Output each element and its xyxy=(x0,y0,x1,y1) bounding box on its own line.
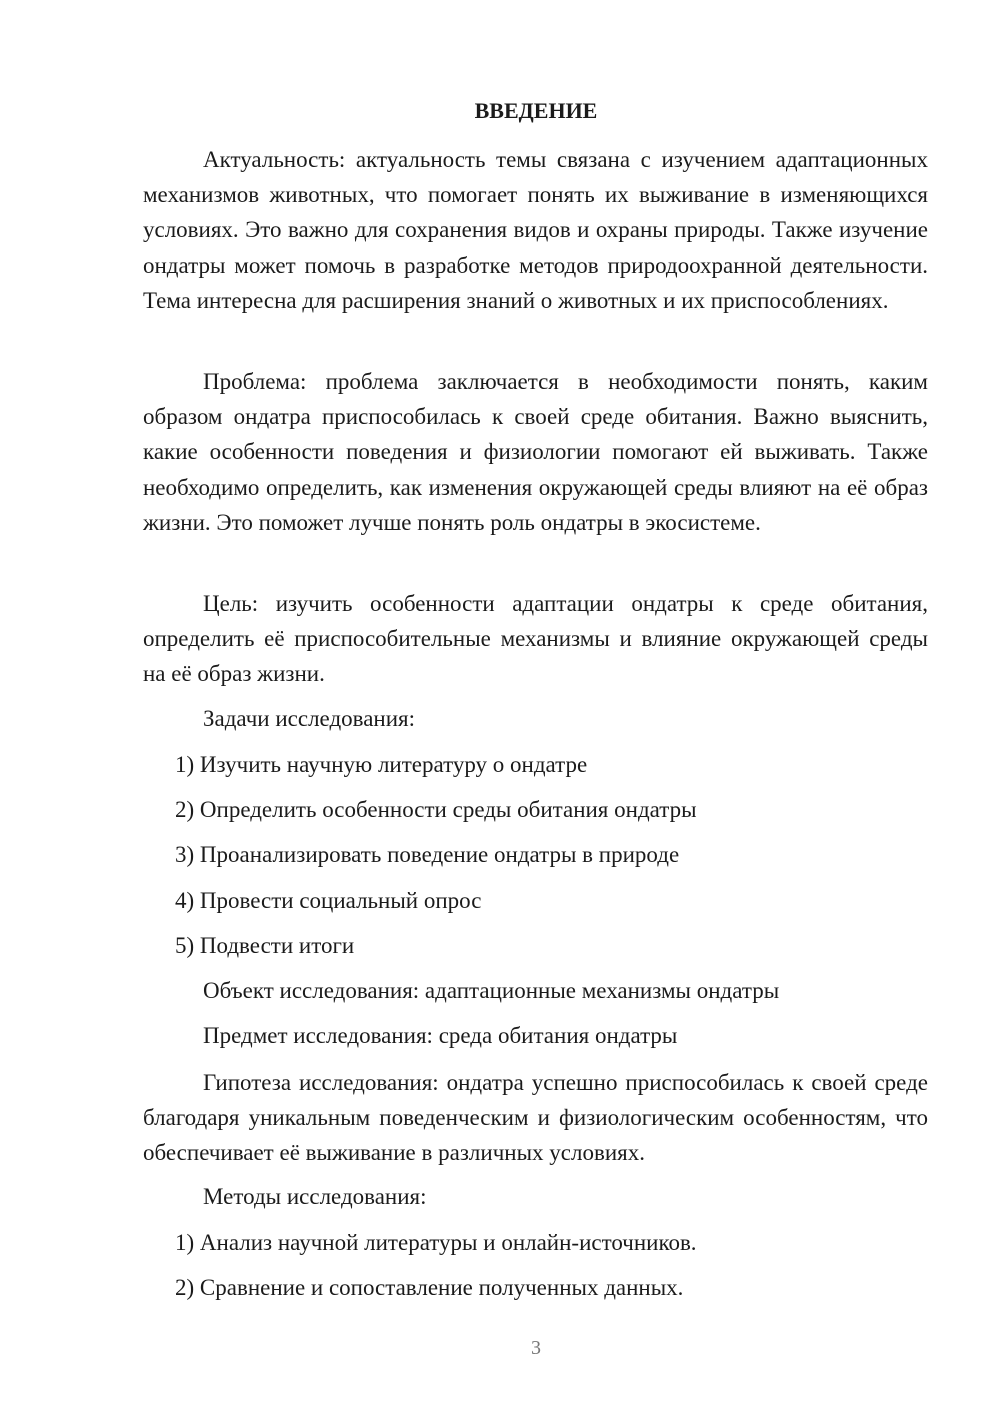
task-item: 2) Определить особенности среды обитания ондатры xyxy=(175,797,697,822)
method-item: 1) Анализ научной литературы и онлайн-источников. xyxy=(175,1230,697,1255)
page-number: 3 xyxy=(531,1337,541,1359)
task-item: 3) Проанализировать поведение ондатры в природе xyxy=(175,842,680,867)
task-item: 1) Изучить научную литературу о ондатре xyxy=(175,752,588,777)
relevance-paragraph: Актуальность: актуальность темы связана с изучением адаптационных механизмов животных, что помогает понять их выживание в изменяющихся условиях. Это важно для сохранения видов и охраны природы. Также изучение ондатры может помочь в разработке методов природоохранной деятельности. Тема интересна для расширения знаний о животных и их приспособлениях. xyxy=(143,147,928,313)
research-subject: Предмет исследования: среда обитания ондатры xyxy=(203,1023,678,1048)
task-item: 4) Провести социальный опрос xyxy=(175,888,482,913)
research-object: Объект исследования: адаптационные механизмы ондатры xyxy=(203,978,780,1003)
method-item: 2) Сравнение и сопоставление полученных данных. xyxy=(175,1275,684,1300)
hypothesis-paragraph: Гипотеза исследования: ондатра успешно приспособилась к своей среде благодаря уникальным поведенческим и физиологическим особенностям, что обеспечивает её выживание в различных условиях. xyxy=(143,1070,928,1166)
tasks-heading: Задачи исследования: xyxy=(203,706,416,731)
goal-paragraph: Цель: изучить особенности адаптации ондатры к среде обитания, определить её приспособительные механизмы и влияние окружающей среды на её образ жизни. xyxy=(143,591,928,687)
task-item: 5) Подвести итоги xyxy=(175,933,355,958)
page-title: ВВЕДЕНИЕ xyxy=(474,98,598,123)
methods-heading: Методы исследования: xyxy=(203,1184,427,1209)
problem-paragraph: Проблема: проблема заключается в необходимости понять, каким образом ондатра приспособилась к своей среде обитания. Важно выяснить, какие особенности поведения и физиологии помогают ей выживать. Также необходимо определить, как изменения окружающей среды влияют на её образ жизни. Это поможет лучше понять роль ондатры в экосистеме. xyxy=(143,369,928,535)
